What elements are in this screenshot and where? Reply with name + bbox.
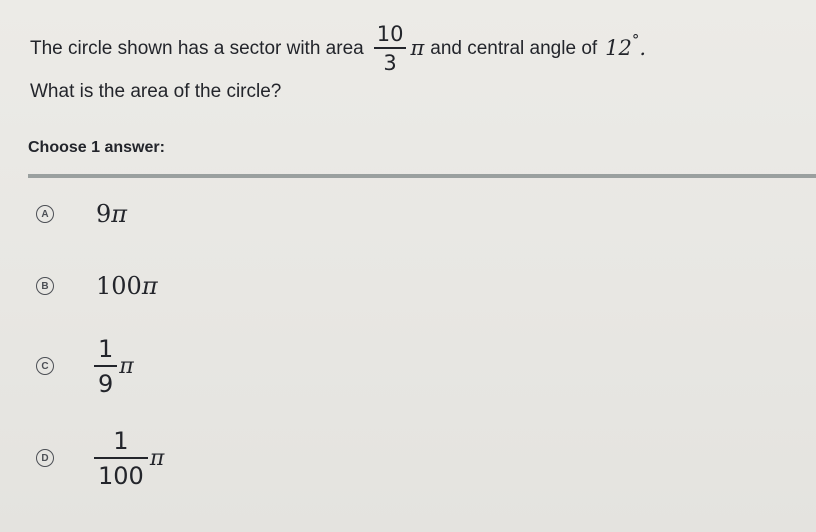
option-b-value <box>96 272 158 300</box>
central-angle-value: 12 <box>605 35 632 60</box>
option-c-numerator: 1 <box>98 334 114 363</box>
question-line-2: What is the area of the circle? <box>30 81 282 102</box>
sector-area-fraction <box>374 23 407 74</box>
answer-option-b[interactable] <box>36 256 158 316</box>
answer-option-c[interactable] <box>36 336 134 396</box>
option-d-denominator: 100 <box>98 461 144 490</box>
pi-symbol: π <box>141 272 158 300</box>
question-line-1 <box>30 20 646 76</box>
sector-area-numerator: 10 <box>376 21 404 46</box>
answer-option-a[interactable] <box>36 184 127 244</box>
choose-label: Choose 1 answer: <box>28 139 165 156</box>
option-d-numerator: 1 <box>113 426 129 455</box>
pi-symbol: π <box>111 200 128 228</box>
option-b-number: 100 <box>96 272 142 300</box>
question-text-after: and central angle of <box>430 37 598 59</box>
divider <box>28 174 816 178</box>
option-a-content <box>96 200 127 228</box>
option-d-content <box>94 428 164 489</box>
sector-area-denominator: 3 <box>383 50 397 75</box>
option-c-radio[interactable]: C <box>36 357 54 375</box>
option-d-radio[interactable]: D <box>36 449 54 467</box>
option-c-denominator: 9 <box>98 369 114 398</box>
fraction-bar <box>94 457 148 459</box>
option-a-radio[interactable]: A <box>36 205 54 223</box>
option-d-fraction <box>94 428 148 489</box>
option-a-number: 9 <box>96 200 112 228</box>
degree-symbol: ° <box>631 30 640 49</box>
option-b-radio[interactable]: B <box>36 277 54 295</box>
option-b-content <box>96 272 158 300</box>
option-c-content <box>94 336 134 397</box>
pi-symbol: π <box>410 35 425 60</box>
answer-option-d[interactable] <box>36 428 164 488</box>
question-text-before: The circle shown has a sector with area <box>30 37 364 59</box>
pi-symbol: π <box>119 353 134 379</box>
option-c-fraction <box>94 336 117 397</box>
pi-symbol: π <box>149 445 165 471</box>
fraction-bar <box>94 365 117 367</box>
option-a-value <box>96 200 127 228</box>
fraction-bar <box>374 47 407 49</box>
question-period: . <box>639 35 647 60</box>
